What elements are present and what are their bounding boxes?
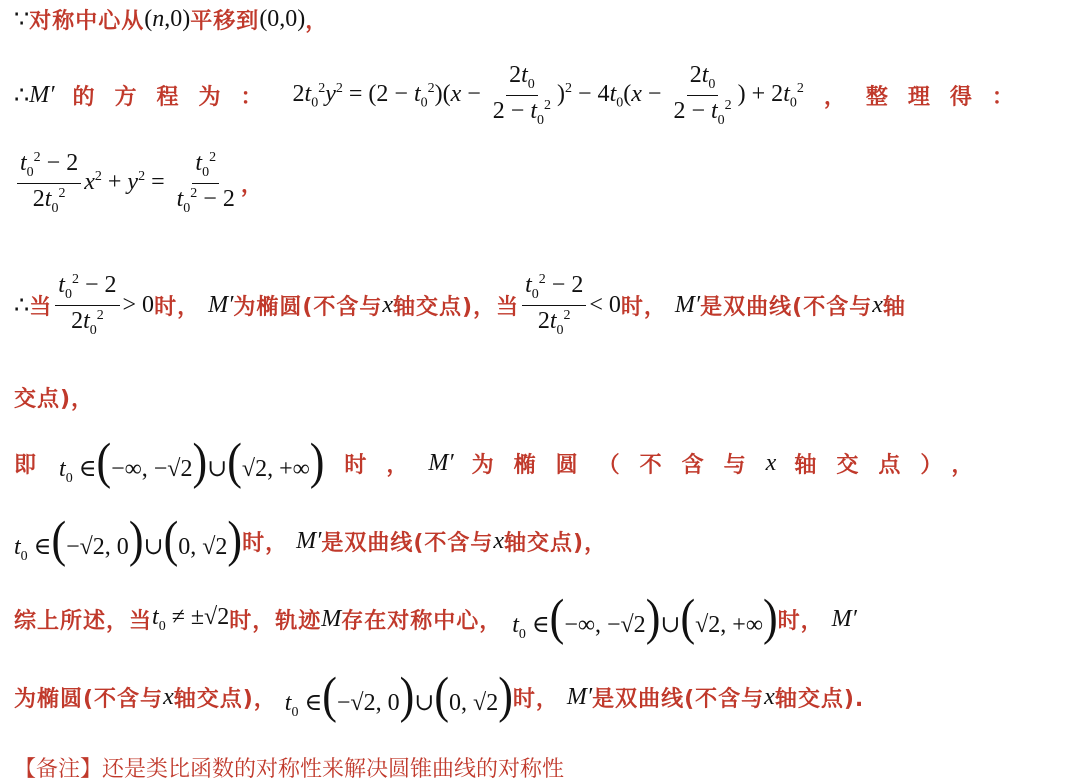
line-3 <box>14 150 264 217</box>
line-8 <box>14 589 857 646</box>
remark-text: 还是类比函数的对称性来解决圆锥曲线的对称性 <box>102 757 565 782</box>
math: (0,0) <box>259 6 306 32</box>
line-2 <box>14 62 1064 129</box>
text: 是双曲线(不含与 <box>700 294 873 320</box>
math: M′ <box>296 527 322 554</box>
therefore-symbol: ∴ <box>14 82 30 109</box>
text: 时， <box>777 608 824 634</box>
text: 轴 <box>882 294 906 320</box>
math: x <box>872 291 883 318</box>
text: ，整理得： <box>823 84 1034 110</box>
text: 轴交点). <box>774 686 865 712</box>
math: x <box>764 683 775 710</box>
text: 时， <box>512 686 559 712</box>
math: M′ <box>566 683 593 710</box>
text: 当 <box>29 294 53 320</box>
remark <box>14 752 564 783</box>
equation-2: $\frac{t_0^2 - 2}{2t_0^2}$ $x^2 + y^2$ = $\frac{t_0^2}{t_0^2 - 2}$ <box>14 150 241 217</box>
text: 轴交点)，当 <box>393 294 520 320</box>
line-7 <box>14 511 608 568</box>
line-6 <box>14 433 994 490</box>
math: x <box>765 449 777 476</box>
text: 平移到 <box>190 9 260 34</box>
text: 是双曲线(不含与 <box>592 686 765 712</box>
text: 即 <box>14 452 38 478</box>
remark-label: 【备注】 <box>14 757 103 782</box>
interval: $t_0$ ∈(−√2, 0)∪(0, √2) <box>284 667 513 724</box>
text: 对称中心从 <box>29 9 145 34</box>
text: 时， <box>154 294 201 320</box>
text: 轴交点）， <box>794 452 994 478</box>
math: M <box>321 605 342 632</box>
text: 时， <box>344 452 429 478</box>
text: 为椭圆(不含与 <box>233 294 383 320</box>
text: 交点)， <box>14 387 95 412</box>
math: M′ <box>674 291 701 318</box>
math: (n,0) <box>144 6 191 32</box>
text: 为椭圆（不含与 <box>471 452 766 478</box>
math: > 0 <box>122 291 155 318</box>
line-4 <box>14 272 906 339</box>
math: M′ <box>208 291 234 318</box>
text: 时，轨迹 <box>229 608 322 634</box>
text: 存在对称中心， <box>341 608 503 634</box>
text: 轴交点)， <box>173 686 277 712</box>
text: 是双曲线(不含与 <box>321 530 494 556</box>
text: 时， <box>242 530 289 556</box>
math: x <box>163 683 174 710</box>
math: M′ <box>29 81 55 108</box>
text: 综上所述，当 <box>14 608 153 634</box>
text: ， <box>240 172 264 198</box>
math: x <box>382 291 394 318</box>
math: M′ <box>428 449 454 476</box>
math: M′ <box>831 605 857 632</box>
text: 时， <box>620 294 667 320</box>
text: 为椭圆(不含与 <box>14 686 164 712</box>
interval: $t_0$ ∈(−∞, −√2)∪(√2, +∞) <box>59 433 325 490</box>
text: 轴交点)， <box>504 530 608 556</box>
interval: $t_0$ ∈(−∞, −√2)∪(√2, +∞) <box>512 589 778 646</box>
line-9 <box>14 667 865 724</box>
equation-1: $2t_0^2y^2 = (2 - t_0^2)(x$ − $\frac{2t_0}{2 - t_0^2}$ )$^2 - 4t_0(x$ − $\frac{2t_0}{2 - t_0^2}$ ) + $2t_0^2$ <box>292 62 804 128</box>
therefore-symbol: ∴ <box>14 292 30 319</box>
interval: $t_0$ ∈(−√2, 0)∪(0, √2) <box>14 511 243 568</box>
math: x <box>493 527 505 554</box>
line-5 <box>14 382 94 413</box>
because-symbol: ∵ <box>14 7 30 33</box>
math: $t_0 \ne \pm√2$ <box>152 604 230 634</box>
text: 的方程为： <box>72 84 283 110</box>
math: < 0 <box>589 291 621 318</box>
line-1 <box>14 4 328 35</box>
fraction: $\frac{t_0^2 - 2}{2t_0^2}$ <box>519 272 589 339</box>
text: ， <box>305 9 329 34</box>
fraction: $\frac{t_0^2 - 2}{2t_0^2}$ <box>52 272 122 339</box>
